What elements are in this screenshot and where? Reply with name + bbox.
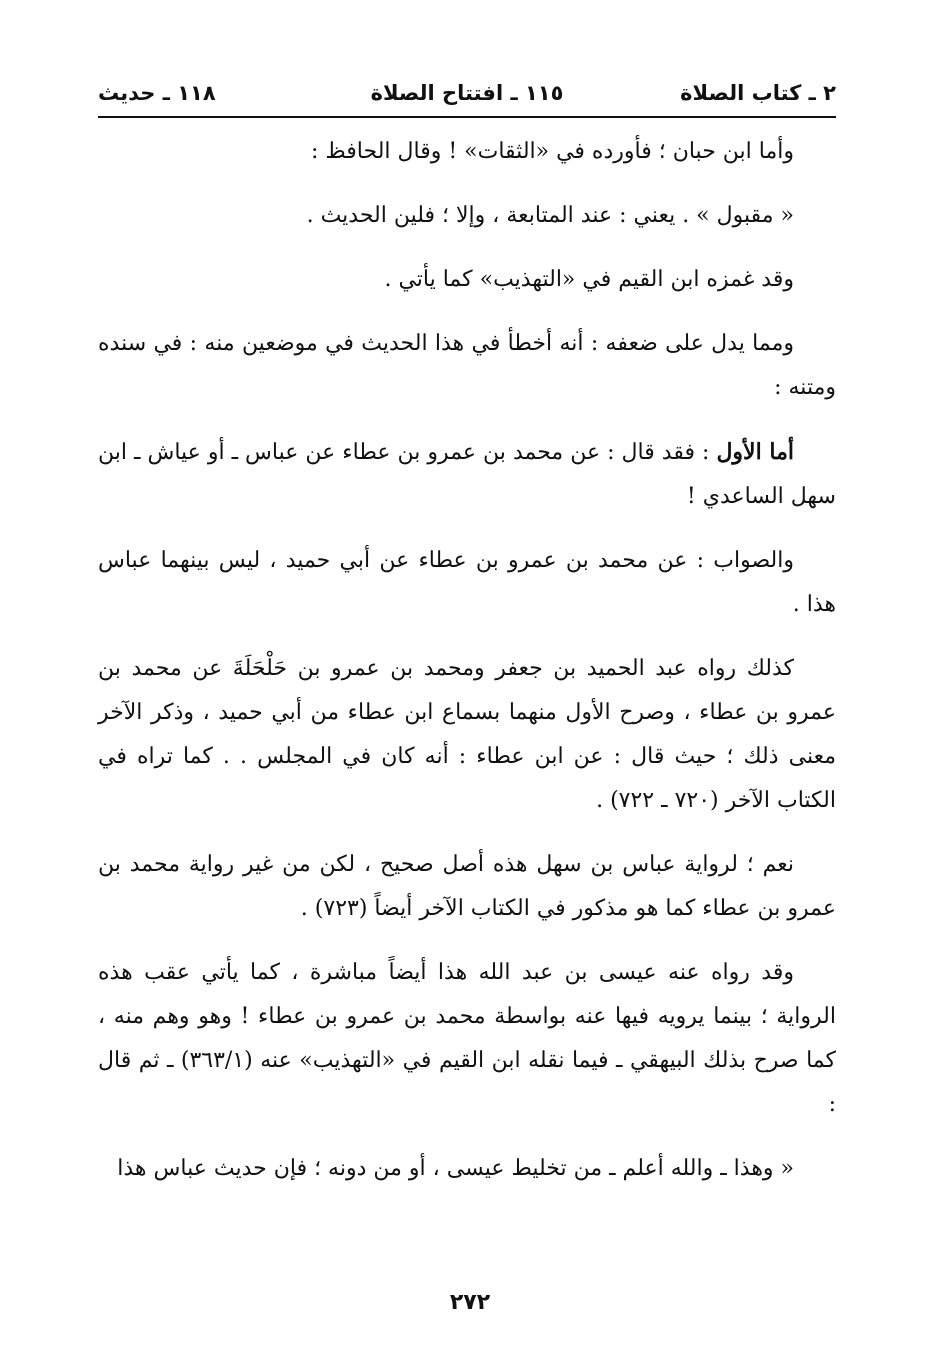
paragraph: والصواب : عن محمد بن عمرو بن عطاء عن أبي حميد ، ليس بينهما عباس هذا .	[98, 548, 836, 617]
header-book-title: ٢ ـ كتاب الصلاة	[680, 81, 836, 105]
paragraph: وقد رواه عنه عيسى بن عبد الله هذا أيضاً مباشرة ، كما يأتي عقب هذه الرواية ؛ بينما يرويه فيها عنه بواسطة محمد بن عمرو بن عطاء ! وهو وهم منه ، كما صرح بذلك البيهقي ـ فيما نقله ابن القيم في «التهذيب» عنه (٣٦٣/١) ـ ثم قال :	[98, 960, 836, 1117]
paragraph: نعم ؛ لرواية عباس بن سهل هذه أصل صحيح ، لكن من غير رواية محمد بن عمرو بن عطاء كما هو مذكور في الكتاب الآخر أيضاً (٧٢٣) .	[98, 852, 836, 921]
paragraph: ومما يدل على ضعفه : أنه أخطأ في هذا الحديث في موضعين منه : في سنده ومتنه :	[98, 331, 836, 400]
header-chapter-title: ١١٥ ـ افتتاح الصلاة	[370, 81, 564, 105]
body-text	[98, 130, 836, 1209]
paragraph: « مقبول » . يعني : عند المتابعة ، وإلا ؛ فلين الحديث .	[306, 203, 794, 228]
running-header	[98, 78, 836, 112]
paragraph: وقد غمزه ابن القيم في «التهذيب» كما يأتي .	[384, 267, 794, 292]
paragraph-lead: أما الأول	[716, 439, 794, 465]
paragraph: « وهذا ـ والله أعلم ـ من تخليط عيسى ، أو من دونه ؛ فإن حديث عباس هذا	[117, 1156, 794, 1181]
paragraph-body: : فقد قال : عن محمد بن عمرو بن عطاء عن عباس ـ أو عياش ـ ابن سهل الساعدي !	[98, 440, 836, 509]
paragraph: وأما ابن حبان ؛ فأورده في «الثقات» ! وقال الحافظ :	[311, 139, 794, 164]
paragraph: كذلك رواه عبد الحميد بن جعفر ومحمد بن عمرو بن حَلْحَلَةَ عن محمد بن عمرو بن عطاء ، وصرح الأول منهما بسماع ابن عطاء من أبي حميد ، وذكر الآخر معنى ذلك ؛ حيث قال : عن ابن عطاء : أنه كان في المجلس . . كما تراه في الكتاب الآخر (٧٢٠ ـ ٧٢٢) .	[98, 656, 836, 813]
header-divider	[98, 116, 836, 118]
paragraph	[98, 430, 836, 519]
header-hadith-number: ١١٨ ـ حديث	[98, 81, 216, 105]
page-number: ٢٧٢	[449, 1290, 491, 1315]
